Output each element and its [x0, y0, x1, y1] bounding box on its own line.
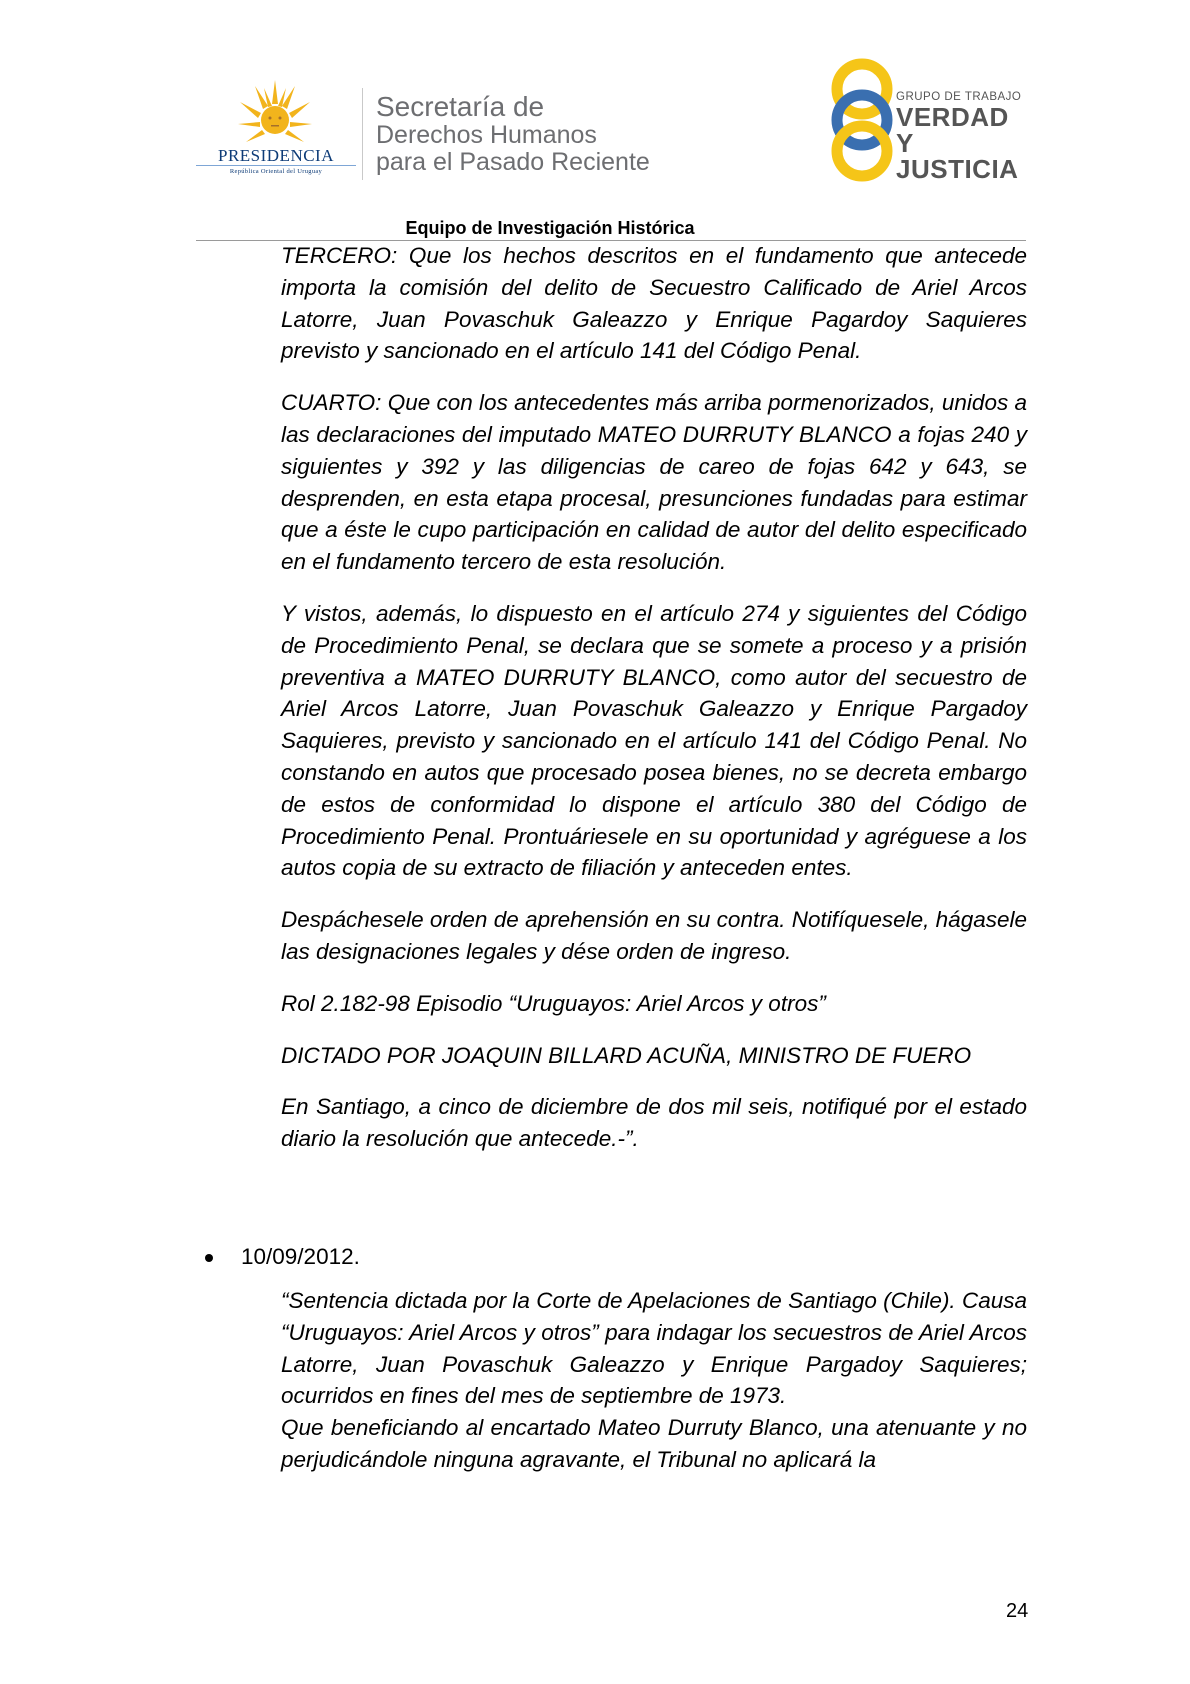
presidencia-name: PRESIDENCIA [217, 146, 334, 165]
paragraph-tercero: TERCERO: Que los hechos descritos en el fundamento que antecede importa la comisión del delito de Secuestro Calificado de Ariel Arcos Latorre, Juan Povaschuk Galeazzo y Enrique Pagardoy Saquieres previsto y sancionado en el artículo 141 del Código Penal. [281, 243, 1027, 364]
bullet-item [205, 1244, 360, 1270]
paragraph-en-santiago: En Santiago, a cinco de diciembre de dos mil seis, notifiqué por el estado diario la resolución que antecede.-”. [281, 1094, 1027, 1152]
sun-emblem-icon [238, 80, 312, 146]
paragraph-dictado: DICTADO POR JOAQUIN BILLARD ACUÑA, MINISTRO DE FUERO [281, 1042, 972, 1068]
grupo-de-trabajo-label: GRUPO DE TRABAJO [896, 91, 1022, 103]
logo-divider [362, 88, 363, 180]
justicia-label: JUSTICIA [896, 154, 1019, 184]
paragraph-beneficiando: Que beneficiando al encartado Mateo Durruty Blanco, una atenuante y no perjudicándole ninguna agravante, el Tribunal no aplicará la [281, 1415, 1027, 1472]
bullet-icon [205, 1254, 213, 1262]
presidencia-subtitle: República Oriental del Uruguay [229, 168, 323, 175]
secretaria-logo-text [376, 92, 650, 176]
paragraph-rol: Rol 2.182-98 Episodio “Uruguayos: Ariel Arcos y otros” [281, 990, 826, 1016]
page-number: 24 [1006, 1600, 1029, 1622]
presidencia-logo [196, 80, 356, 182]
paragraph-y-vistos: Y vistos, además, lo dispuesto en el artículo 274 y siguientes del Código de Procedimiento Penal, se declara que se somete a proceso y a prisión preventiva a MATEO DURRUTY BLANCO, como autor del secuestro de Ariel Arcos Latorre, Juan Povaschuk Galeazzo y Enrique Pargadoy Saquieres, previsto y sancionado en el artículo 141 del Código Penal. No constando en autos que procesado posea bienes, no se decreta embargo de estos de conformidad lo dispone el artículo 380 del Código de Procedimiento Penal. Prontuáriesele en su oportunidad y agréguese a los autos copia de su extracto de filiación y anteceden entes. [281, 600, 1027, 881]
verdad-justicia-text [896, 90, 1022, 182]
document-body [281, 240, 1027, 1175]
bullet-date: 10/09/2012. [241, 1244, 360, 1269]
paragraph-despachesele: Despáchesele orden de aprehensión en su contra. Notifíquesele, hágasele las designaciones legales y dése orden de ingreso. [281, 907, 1027, 964]
verdad-y-label: VERDAD Y [896, 102, 1009, 158]
bullet-body [281, 1285, 1027, 1476]
verdad-justicia-logo [822, 58, 1022, 182]
secretaria-line-2: Derechos Humanos [376, 121, 597, 149]
paragraph-cuarto: CUARTO: Que con los antecedentes más arriba pormenorizados, unidos a las declaraciones del imputado MATEO DURRUTY BLANCO a fojas 240 y siguientes y 392 y las diligencias de careo de fojas 642 y 643, se desprenden, en esta etapa procesal, presunciones fundadas para estimar que a éste le cupo participación en calidad de autor del delito especificado en el fundamento tercero de esta resolución. [281, 390, 1027, 575]
section-title: Equipo de Investigación Histórica [405, 218, 695, 238]
secretaria-line-1: Secretaría de [376, 91, 545, 122]
paragraph-sentencia: “Sentencia dictada por la Corte de Apelaciones de Santiago (Chile). Causa “Uruguayos: Ariel Arcos y otros” para indagar los secuestros de Ariel Arcos Latorre, Juan Povaschuk Galeazzo y Enrique Pargadoy Saquieres; ocurridos en fines del mes de septiembre de 1973. [281, 1288, 1027, 1409]
secretaria-line-3: para el Pasado Reciente [376, 148, 650, 176]
page-header [0, 0, 1190, 250]
